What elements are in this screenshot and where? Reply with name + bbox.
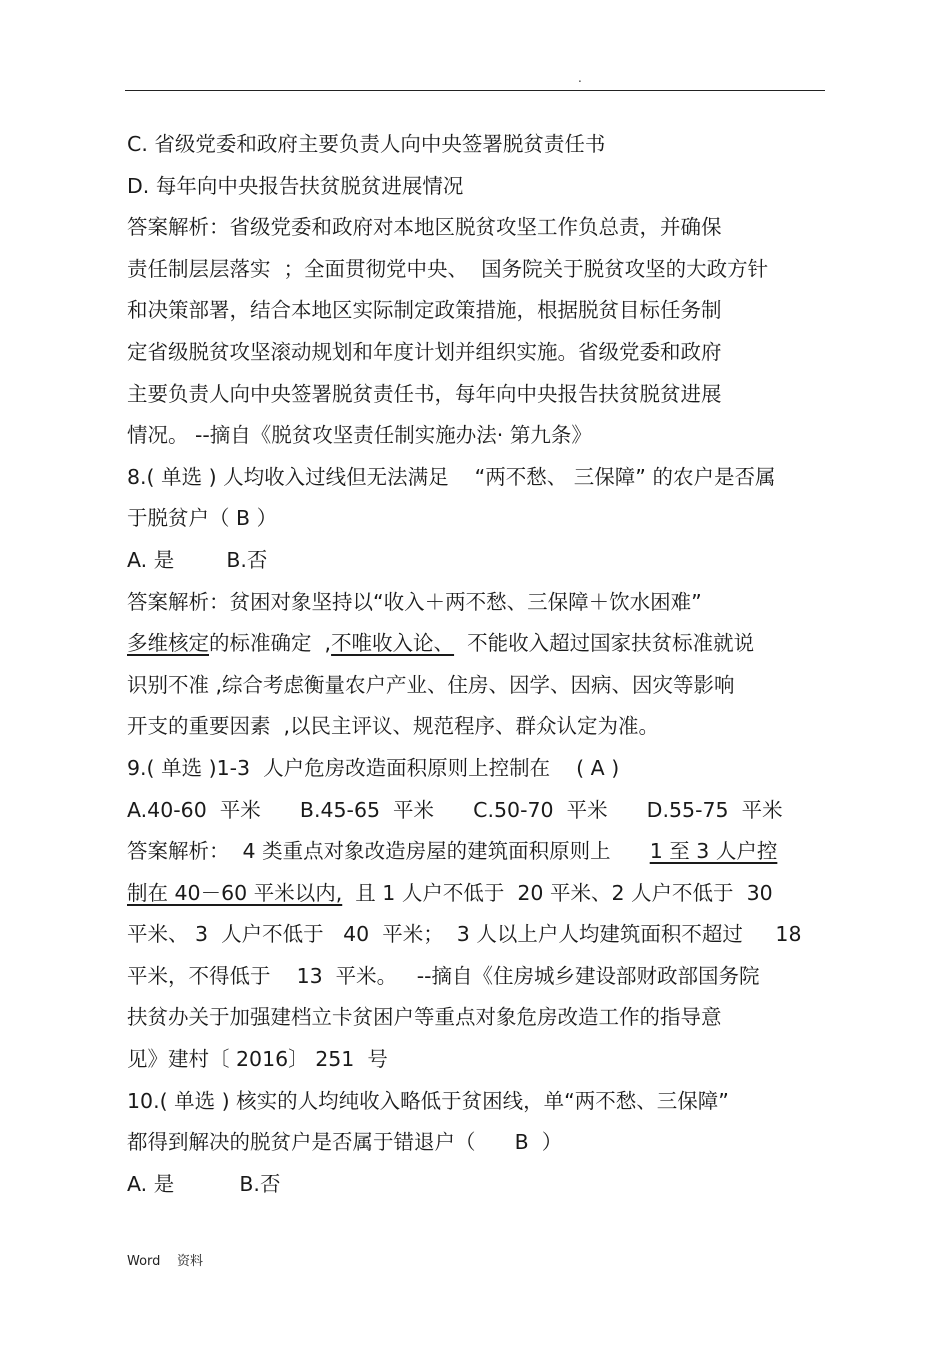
text-line: [127, 956, 827, 998]
text-segment: 10.( 单选 ) 核实的人均纯收入略低于贫困线，单“两不愁、三保障”: [127, 1088, 729, 1113]
text-segment: 开支的重要因素 ,以民主评议、规范程序、群众认定为准。: [127, 714, 660, 739]
text-line: [127, 1039, 827, 1081]
text-line: [127, 1122, 827, 1164]
text-segment: 主要负责人向中央签署脱贫责任书，每年向中央报告扶贫脱贫进展: [127, 381, 722, 406]
text-segment: 9.( 单选 )1-3 人户危房改造面积原则上控制在 ( A ): [127, 755, 620, 780]
text-line: [127, 332, 827, 374]
text-line: [127, 290, 827, 332]
text-line: [127, 582, 827, 624]
text-line: [127, 831, 827, 873]
text-segment: 定省级脱贫攻坚滚动规划和年度计划并组织实施。省级党委和政府: [127, 339, 722, 364]
text-line: [127, 124, 827, 166]
header-rule: [125, 90, 825, 91]
text-segment: 识别不准 ,综合考虑衡量农户产业、住房、因学、因病、因灾等影响: [127, 672, 735, 697]
text-segment: 扶贫办关于加强建档立卡贫困户等重点对象危房改造工作的指导意: [127, 1005, 722, 1030]
document-body: [127, 124, 827, 1205]
text-line: [127, 790, 827, 832]
text-segment: A. 是 B.否: [127, 547, 268, 572]
text-line: [127, 249, 827, 291]
text-line: [127, 1164, 827, 1206]
text-segment: 答案解析： 4 类重点对象改造房屋的建筑面积原则上: [127, 839, 650, 864]
text-line: [127, 1081, 827, 1123]
text-segment: A.40-60 平米 B.45-65 平米 C.50-70 平米 D.55-75 平米: [127, 797, 783, 822]
text-line: [127, 498, 827, 540]
text-segment: 于脱贫户（ B ）: [127, 506, 278, 531]
text-line: [127, 623, 827, 665]
text-segment: 的标准确定 ,: [209, 631, 332, 656]
underlined-text: 不唯收入论、: [331, 631, 455, 656]
header-dot: .: [578, 71, 582, 85]
text-line: [127, 207, 827, 249]
text-segment: 不能收入超过国家扶贫标准就说: [454, 631, 755, 656]
text-segment: 责任制层层落实 ；全面贯彻党中央、 国务院关于脱贫攻坚的大政方针: [127, 256, 769, 281]
footer-text: Word 资料: [127, 1254, 203, 1269]
text-segment: 平米、 3 人户不低于 40 平米； 3 人以上户人均建筑面积不超过 18: [127, 922, 802, 947]
underlined-text: 制在 40－60 平米以内,: [127, 880, 343, 905]
text-line: [127, 706, 827, 748]
text-line: [127, 374, 827, 416]
text-segment: A. 是 B.否: [127, 1171, 281, 1196]
text-line: [127, 748, 827, 790]
text-segment: 8.( 单选 ) 人均收入过线但无法满足 “两不愁、 三保障” 的农户是否属: [127, 464, 776, 489]
text-segment: 情况。 --摘自《脱贫攻坚责任制实施办法· 第九条》: [127, 423, 592, 448]
text-segment: 且 1 人户不低于 20 平米、2 人户不低于 30: [342, 880, 773, 905]
text-segment: 和决策部署，结合本地区实际制定政策措施，根据脱贫目标任务制: [127, 298, 722, 323]
text-segment: 平米，不得低于 13 平米。 --摘自《住房城乡建设部财政部国务院: [127, 963, 760, 988]
text-segment: 答案解析：贫困对象坚持以“收入＋两不愁、三保障＋饮水困难”: [127, 589, 702, 614]
underlined-text: 多维核定: [127, 631, 209, 656]
text-line: [127, 540, 827, 582]
underlined-text: 1 至 3 人户控: [649, 839, 778, 864]
text-segment: 答案解析：省级党委和政府对本地区脱贫攻坚工作负总责，并确保: [127, 215, 722, 240]
text-line: [127, 665, 827, 707]
text-segment: 都得到解决的脱贫户是否属于错退户（ B ）: [127, 1130, 563, 1155]
text-line: [127, 997, 827, 1039]
text-segment: 见》建村〔 2016〕 251 号: [127, 1047, 388, 1072]
text-line: [127, 914, 827, 956]
text-line: [127, 457, 827, 499]
text-line: [127, 873, 827, 915]
text-segment: C. 省级党委和政府主要负责人向中央签署脱贫责任书: [127, 132, 606, 156]
text-line: [127, 166, 827, 208]
text-line: [127, 415, 827, 457]
text-segment: D. 每年向中央报告扶贫脱贫进展情况: [127, 173, 464, 198]
